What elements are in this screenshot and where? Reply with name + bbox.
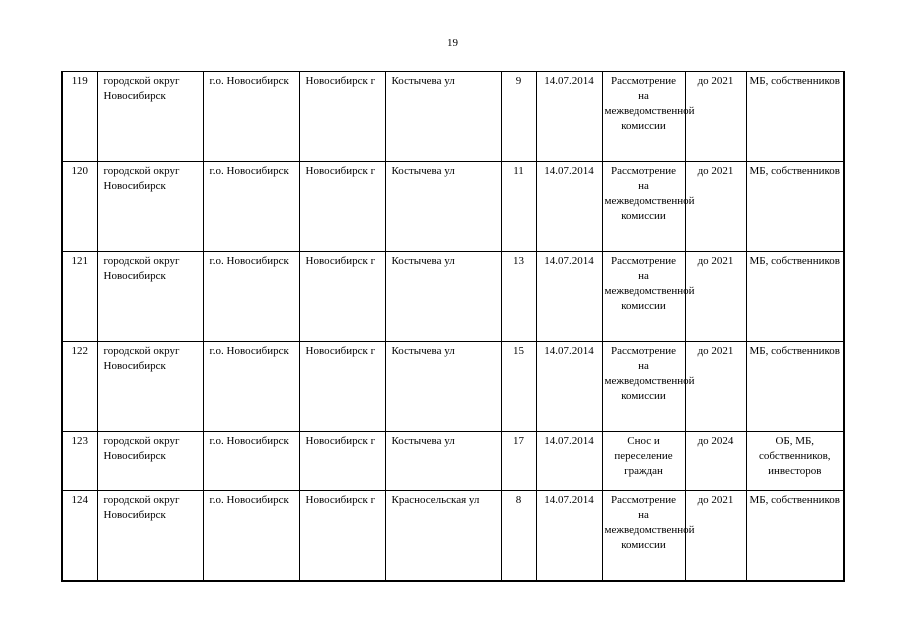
municipality-cell: городской округ Новосибирск xyxy=(97,432,203,491)
term-cell: до 2021 xyxy=(685,491,746,582)
settlement-cell: Новосибирск г xyxy=(299,72,385,162)
row-number: 123 xyxy=(62,432,97,491)
term-cell: до 2021 xyxy=(685,72,746,162)
row-number: 119 xyxy=(62,72,97,162)
page-number: 19 xyxy=(447,37,458,49)
funding-cell: МБ, собственников xyxy=(746,491,844,582)
row-number: 122 xyxy=(62,342,97,432)
status-cell: Снос и переселение граждан xyxy=(602,432,685,491)
municipality-cell: городской округ Новосибирск xyxy=(97,252,203,342)
date-cell: 14.07.2014 xyxy=(536,432,602,491)
municipality-cell: городской округ Новосибирск xyxy=(97,72,203,162)
district-cell: г.о. Новосибирск xyxy=(203,162,299,252)
funding-cell: МБ, собственников xyxy=(746,72,844,162)
house-number-cell: 9 xyxy=(501,72,536,162)
date-cell: 14.07.2014 xyxy=(536,342,602,432)
table-row xyxy=(62,72,844,162)
settlement-cell: Новосибирск г xyxy=(299,432,385,491)
term-cell: до 2021 xyxy=(685,252,746,342)
house-number-cell: 15 xyxy=(501,342,536,432)
status-cell: Рассмотрение на межведомственной комиссии xyxy=(602,162,685,252)
settlement-cell: Новосибирск г xyxy=(299,252,385,342)
municipality-cell: городской округ Новосибирск xyxy=(97,162,203,252)
term-cell: до 2024 xyxy=(685,432,746,491)
status-cell: Рассмотрение на межведомственной комиссии xyxy=(602,342,685,432)
table-row xyxy=(62,491,844,582)
district-cell: г.о. Новосибирск xyxy=(203,252,299,342)
street-cell: Костычева ул xyxy=(385,432,501,491)
district-cell: г.о. Новосибирск xyxy=(203,432,299,491)
term-cell: до 2021 xyxy=(685,162,746,252)
date-cell: 14.07.2014 xyxy=(536,162,602,252)
house-number-cell: 13 xyxy=(501,252,536,342)
status-cell: Рассмотрение на межведомственной комиссии xyxy=(602,491,685,582)
settlement-cell: Новосибирск г xyxy=(299,162,385,252)
street-cell: Костычева ул xyxy=(385,252,501,342)
table-row xyxy=(62,342,844,432)
municipality-cell: городской округ Новосибирск xyxy=(97,491,203,582)
street-cell: Красносельская ул xyxy=(385,491,501,582)
settlement-cell: Новосибирск г xyxy=(299,342,385,432)
funding-cell: МБ, собственников xyxy=(746,162,844,252)
term-cell: до 2021 xyxy=(685,342,746,432)
status-cell: Рассмотрение на межведомственной комиссии xyxy=(602,72,685,162)
row-number: 120 xyxy=(62,162,97,252)
house-number-cell: 17 xyxy=(501,432,536,491)
district-cell: г.о. Новосибирск xyxy=(203,491,299,582)
date-cell: 14.07.2014 xyxy=(536,252,602,342)
funding-cell: МБ, собственников xyxy=(746,252,844,342)
funding-cell: ОБ, МБ, собственников, инвесторов xyxy=(746,432,844,491)
table-row xyxy=(62,252,844,342)
status-cell: Рассмотрение на межведомственной комиссии xyxy=(602,252,685,342)
table-row xyxy=(62,432,844,491)
funding-cell: МБ, собственников xyxy=(746,342,844,432)
settlement-cell: Новосибирск г xyxy=(299,491,385,582)
house-number-cell: 8 xyxy=(501,491,536,582)
district-cell: г.о. Новосибирск xyxy=(203,342,299,432)
row-number: 124 xyxy=(62,491,97,582)
date-cell: 14.07.2014 xyxy=(536,491,602,582)
table-row xyxy=(62,162,844,252)
district-cell: г.о. Новосибирск xyxy=(203,72,299,162)
housing-registry-table xyxy=(61,71,845,582)
date-cell: 14.07.2014 xyxy=(536,72,602,162)
row-number: 121 xyxy=(62,252,97,342)
street-cell: Костычева ул xyxy=(385,162,501,252)
street-cell: Костычева ул xyxy=(385,72,501,162)
municipality-cell: городской округ Новосибирск xyxy=(97,342,203,432)
house-number-cell: 11 xyxy=(501,162,536,252)
street-cell: Костычева ул xyxy=(385,342,501,432)
